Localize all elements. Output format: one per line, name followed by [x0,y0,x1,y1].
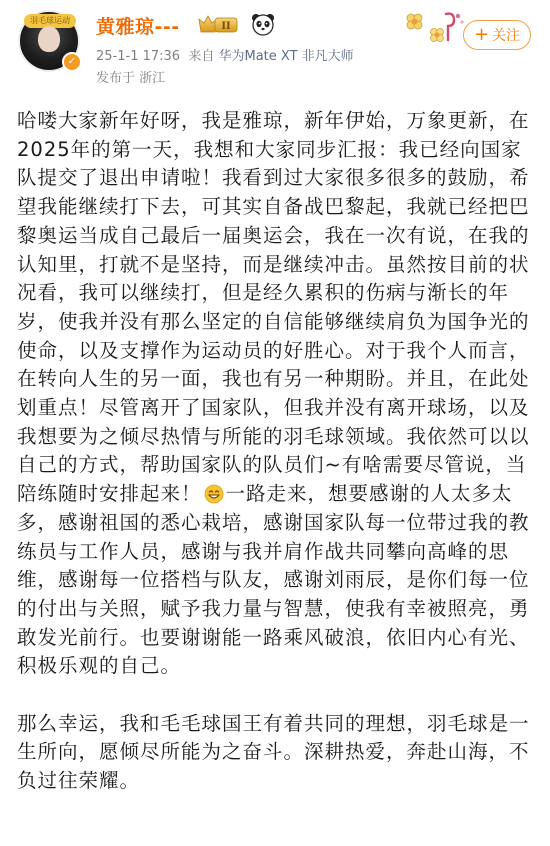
vip-crown-badge-icon[interactable] [197,13,239,35]
post-body [17,107,535,796]
plus-icon: + [473,24,490,45]
verified-badge-icon: ✓ [62,52,82,72]
follow-label: 关注 [492,28,521,44]
flower-decoration-icon [402,10,472,46]
post-text-part1: 哈喽大家新年好呀，我是雅琼，新年伊始，万象更新，在2025年的第一天，我想和大家同步汇报：我已经向国家队提交了退出申请啦！我看到过大家很多很多的鼓励，希望我能继续打下去，可其实自备战巴黎起，我就已经把巴黎奥运当成自己最后一届奥运会，我在一次有说，在我的认知里，打就不是坚持，而是继续冲击。虽然按目前的状况看，我可以继续打，但是经久累积的伤病与渐长的年岁，使我并没有那么坚定的自信能够继续肩负为国争光的使命，以及支撑作为运动员的好胜心。对于我个人而言，在转向人生的另一面，我也有另一种期盼。并且，在此处划重点！尽管离开了国家队，但我并没有离开球场，以及我想要为之倾尽热情与所能的羽毛球领域。我依然可以以自己的方式，帮助国家队的队员们~有啥需要尽管说，当陪练随时安排起来！ [17,109,530,506]
post-location: 发布于 浙江 [96,71,166,86]
avatar-tag: 羽毛球运动 [24,14,76,28]
panda-icon [251,12,275,36]
post-text-part2: 一路走来，想要感谢的人太多太多，感谢祖国的悉心栽培，感谢国家队每一位带过我的教练员与工作人员，感谢与我并肩作战共同攀向高峰的思维，感谢每一位搭档与队友，感谢刘雨辰，是你们每一位的付出与关照，赋予我力量与智慧，使我有幸被照亮，勇敢发光前行。也要谢谢能一路乘风破浪，依旧内心有光、积极乐观的自己。 [17,482,530,678]
device-link[interactable]: 华为Mate XT 非凡大师 [218,49,354,64]
post-header [0,0,550,100]
post-date: 25-1-1 17:36 [96,49,181,64]
source-prefix: 来自 [188,49,215,64]
post-paragraph [17,107,535,681]
vip-level: II [221,21,231,32]
grin-emoji-icon [204,484,224,504]
post-meta [96,45,354,64]
follow-button[interactable] [463,20,531,50]
post-paragraph-2: 那么幸运，我和毛毛球国王有着共同的理想，羽毛球是一生所向，愿倾尽所能为之奋斗。深耕热爱，奔赴山海，不负过往荣耀。 [17,711,530,793]
avatar-face [38,26,60,52]
username[interactable]: 黄雅琼--- [96,16,180,38]
